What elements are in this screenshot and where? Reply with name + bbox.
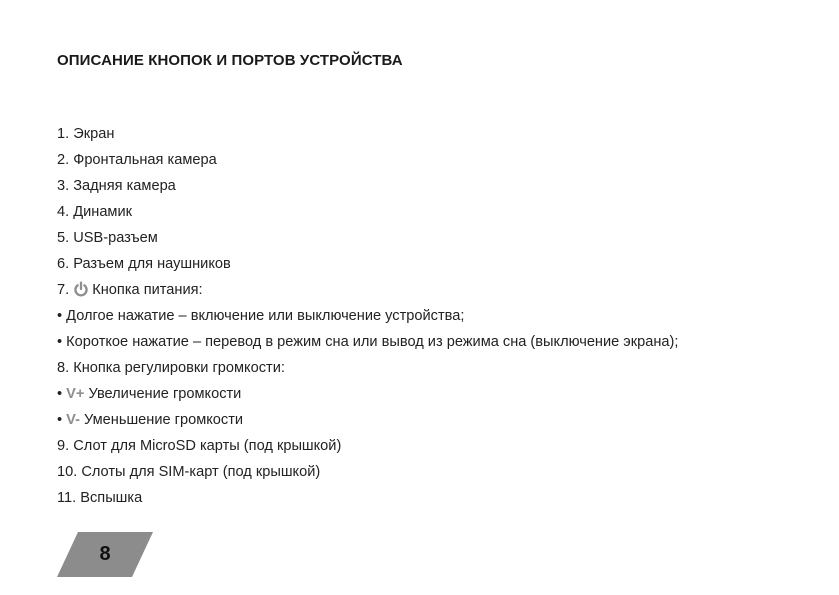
list-item-front-camera: 2. Фронтальная камера xyxy=(57,152,217,168)
power-icon xyxy=(73,281,89,303)
volume-up-sign: V+ xyxy=(66,386,85,402)
volume-down-label: Уменьшение громкости xyxy=(84,412,244,428)
list-item-flash: 11. Вспышка xyxy=(57,490,143,506)
list-item-speaker: 4. Динамик xyxy=(57,204,133,220)
list-item-microsd-slot: 9. Слот для MicroSD карты (под крышкой) xyxy=(57,438,342,454)
component-list xyxy=(57,124,678,514)
list-item-headphone-jack: 6. Разъем для наушников xyxy=(57,256,231,272)
power-item-label: Кнопка питания: xyxy=(92,282,203,298)
bullet: • xyxy=(57,386,63,402)
list-item-usb-port: 5. USB-разъем xyxy=(57,230,158,246)
list-item-sim-slots: 10. Слоты для SIM-карт (под крышкой) xyxy=(57,464,321,480)
page-number: 8 xyxy=(99,543,111,565)
volume-down-sign: V- xyxy=(66,412,80,428)
list-item-rear-camera: 3. Задняя камера xyxy=(57,178,176,194)
page-number-tab xyxy=(57,532,153,577)
list-item-long-press: • Долгое нажатие – включение или выключение устройства; xyxy=(57,308,465,324)
bullet: • xyxy=(57,412,63,428)
list-item-volume-down xyxy=(57,410,678,436)
list-item-screen: 1. Экран xyxy=(57,126,115,142)
power-item-number: 7. xyxy=(57,282,70,298)
list-item-volume-button: 8. Кнопка регулировки громкости: xyxy=(57,360,285,376)
list-item-short-press: • Короткое нажатие – перевод в режим сна или вывод из режима сна (выключение экрана); xyxy=(57,334,679,350)
list-item-volume-up xyxy=(57,384,678,410)
list-item-power-button xyxy=(57,280,678,306)
volume-up-label: Увеличение громкости xyxy=(88,386,242,402)
page-heading: ОПИСАНИЕ КНОПОК И ПОРТОВ УСТРОЙСТВА xyxy=(57,52,403,69)
